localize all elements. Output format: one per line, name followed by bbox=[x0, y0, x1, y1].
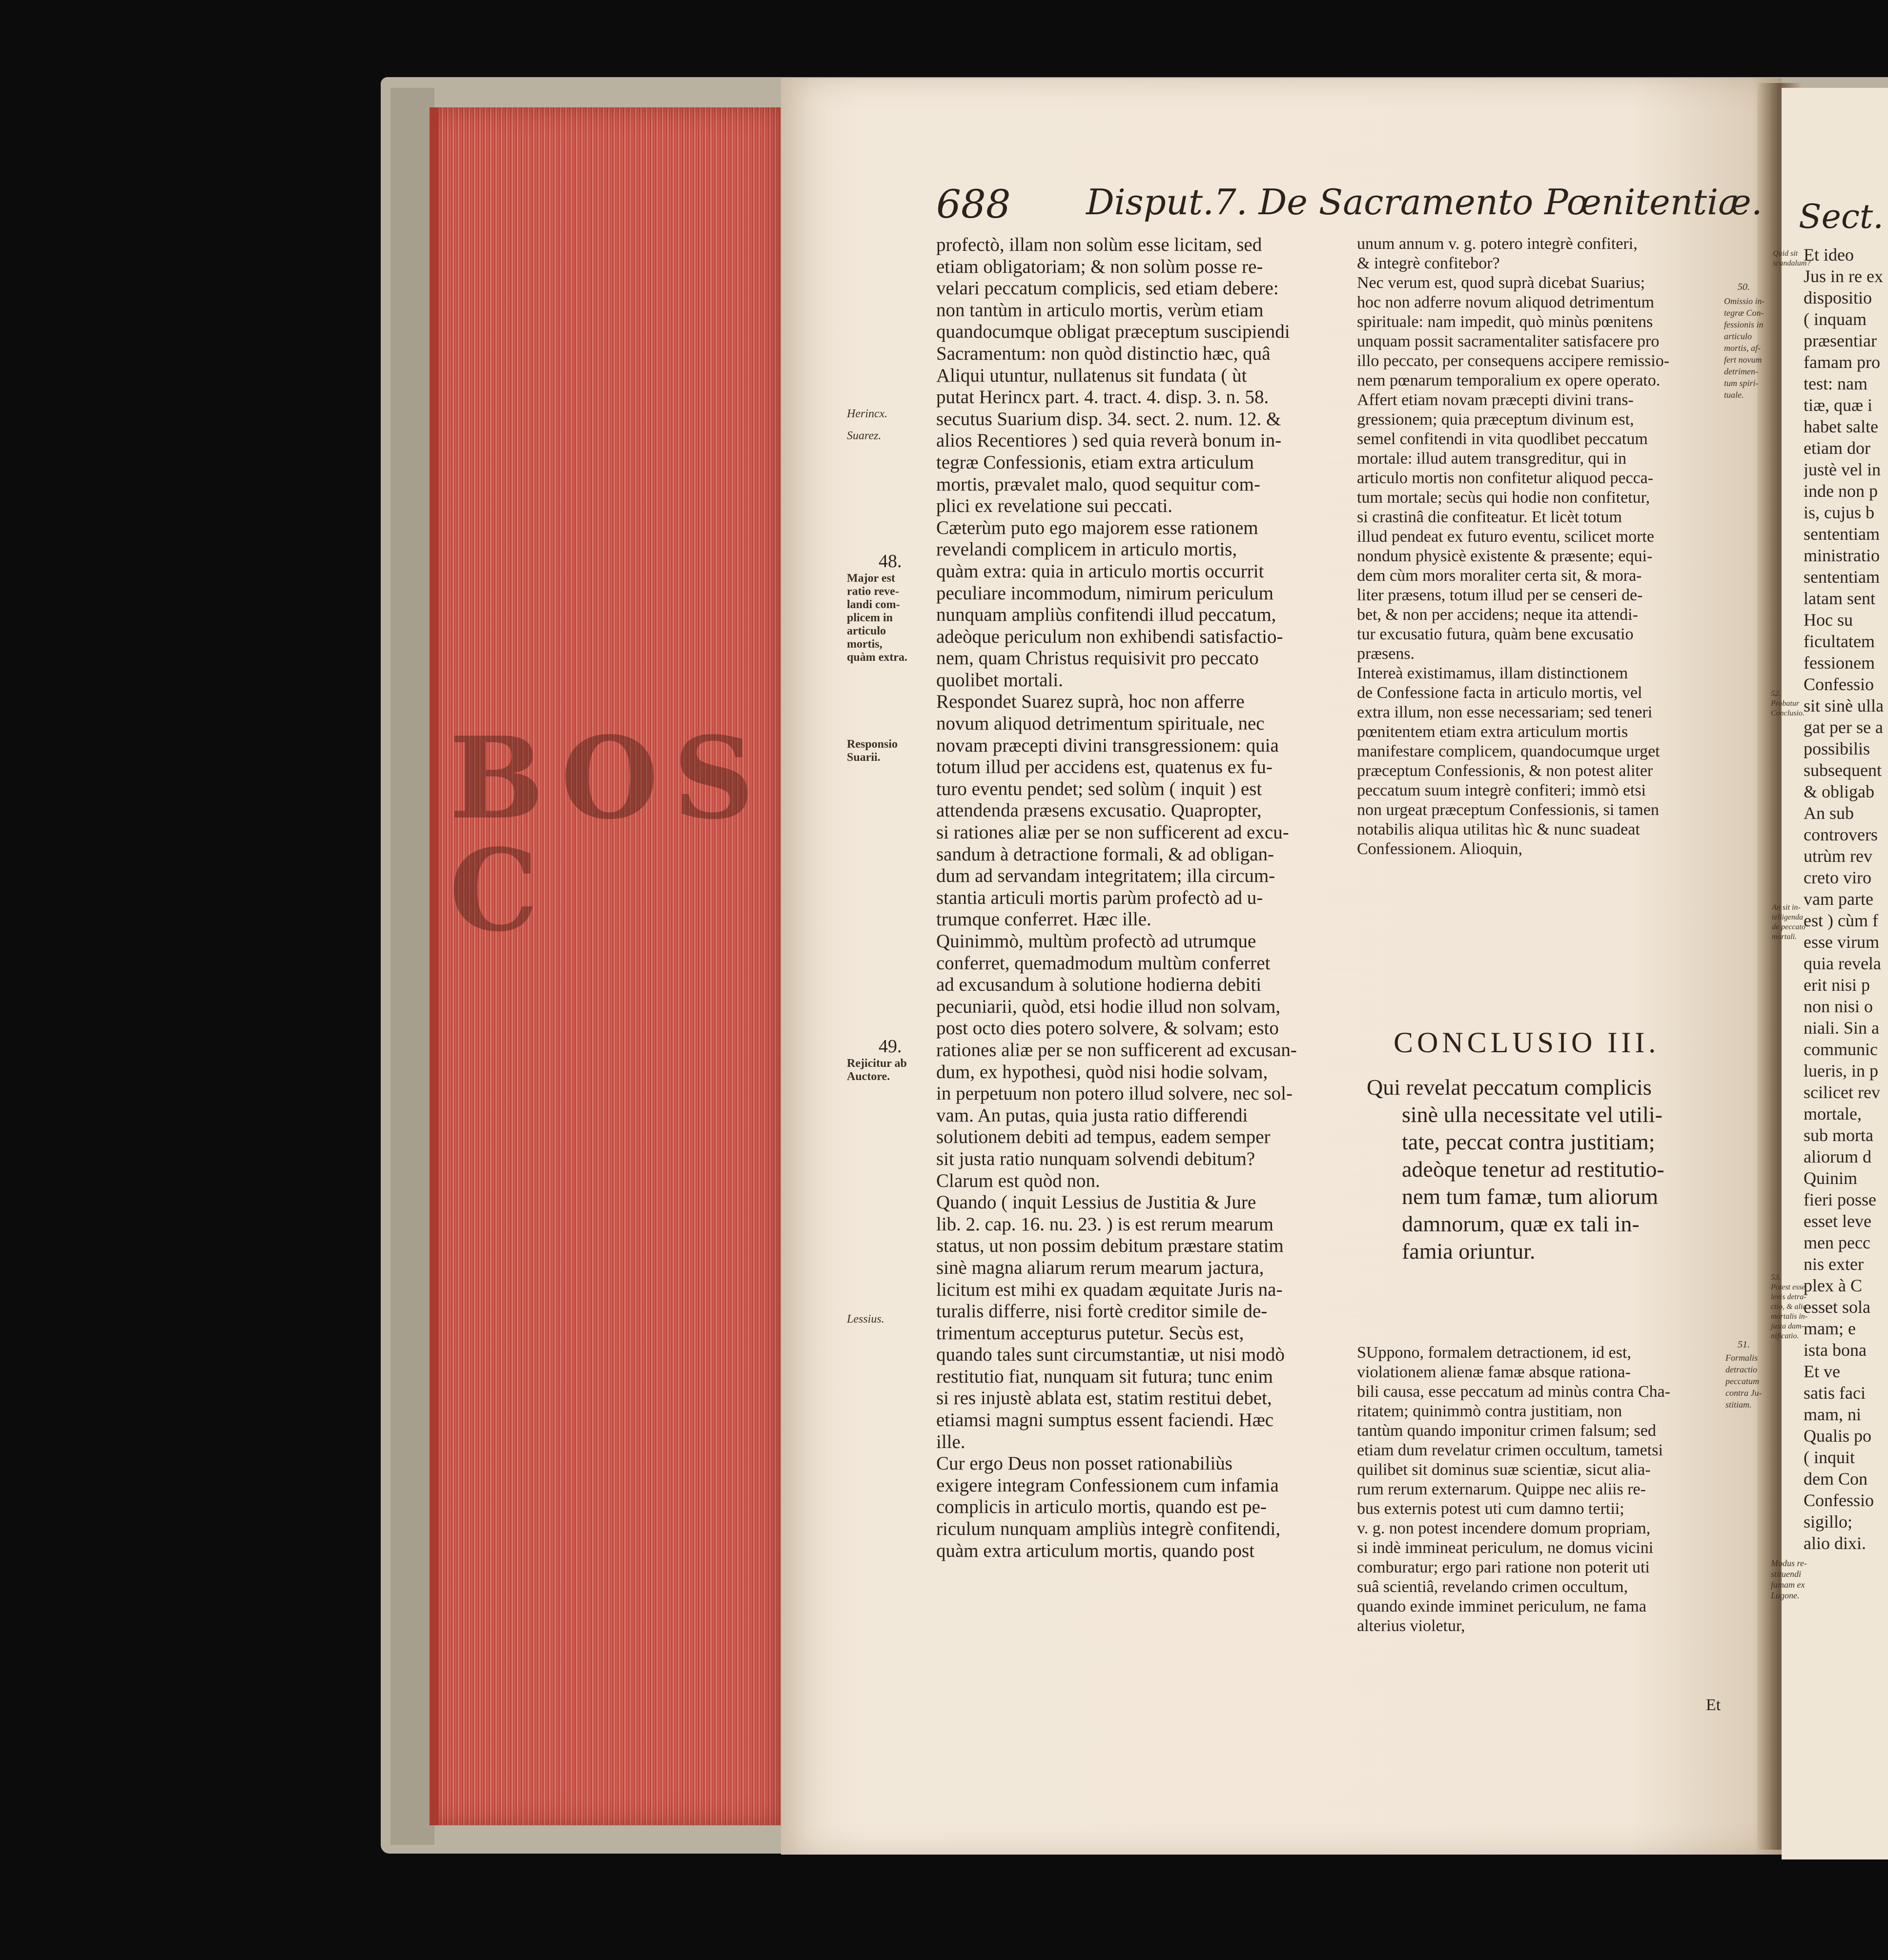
margin-note-line: mortis, af- bbox=[1724, 343, 1761, 353]
text-line: trimentum accepturus putetur. Secùs est, bbox=[936, 1322, 1244, 1344]
margin-note-line: quàm extra. bbox=[847, 651, 907, 664]
text-line: spirituale: nam impedit, quò minùs pœnitens bbox=[1357, 313, 1653, 331]
margin-note-line: detractio bbox=[1725, 1365, 1757, 1374]
text-line: communic bbox=[1804, 1040, 1878, 1059]
text-line: scilicet rev bbox=[1804, 1082, 1880, 1102]
margin-note-line: nificatio. bbox=[1771, 1332, 1799, 1340]
margin-note-line: 52. bbox=[1771, 690, 1781, 698]
conclusio-line: famia oriuntur. bbox=[1402, 1239, 1536, 1264]
text-line: totum illud per accidens est, quatenus ex fu- bbox=[936, 756, 1272, 778]
margin-note-line: ratio reve- bbox=[847, 585, 899, 598]
text-line: sub morta bbox=[1804, 1125, 1873, 1145]
text-line: Hoc su bbox=[1804, 610, 1853, 630]
margin-note-line: Potest esse bbox=[1771, 1283, 1806, 1291]
text-line: unquam possit sacramentaliter satisfacere pro bbox=[1357, 332, 1660, 350]
text-line: præsentiar bbox=[1804, 331, 1877, 350]
margin-note-line: stituendi bbox=[1771, 1569, 1801, 1579]
text-line: Quinim bbox=[1804, 1168, 1858, 1188]
text-line: exigere integram Confessionem cum infamia bbox=[936, 1474, 1279, 1496]
conclusio-line: sinè ulla necessitate vel utili- bbox=[1402, 1102, 1662, 1127]
text-line: tur excusatio futura, quàm bene excusatio bbox=[1357, 625, 1634, 643]
text-line: tiæ, quæ i bbox=[1804, 395, 1873, 415]
text-line: famam pro bbox=[1804, 352, 1880, 372]
text-line: suâ scientiâ, revelando crimen occultum, bbox=[1357, 1578, 1628, 1596]
text-line: Aliqui utuntur, nullatenus sit fundata ( ùt bbox=[936, 365, 1247, 386]
text-line: stantia articuli mortis parùm profectò ad u- bbox=[936, 887, 1263, 908]
text-line: præsens. bbox=[1357, 645, 1415, 663]
right-page-column bbox=[1804, 244, 1888, 1554]
red-page-edges bbox=[430, 107, 795, 1825]
text-line: quando tales sunt circumstantiæ, ut nisi modò bbox=[936, 1344, 1285, 1366]
text-line: esse virum bbox=[1804, 932, 1879, 952]
text-line: pecuniarii, quòd, etsi hodie illud non solvam, bbox=[936, 996, 1281, 1017]
text-line: attendenda præsens excusatio. Quapropter, bbox=[936, 800, 1262, 821]
text-line: fieri posse bbox=[1804, 1190, 1876, 1209]
conclusio-line: adeòque tenetur ad restitutio- bbox=[1402, 1157, 1664, 1182]
text-line: is, cujus b bbox=[1804, 503, 1875, 522]
margin-note-line: ctio, & alia bbox=[1771, 1303, 1807, 1311]
margin-note-line: Omissio in- bbox=[1724, 296, 1765, 306]
text-line: restitutio fiat, nunquam sit futura; tunc enim bbox=[936, 1366, 1273, 1387]
right-margin-note-top bbox=[1773, 249, 1810, 268]
text-line: riculum nunquam ampliùs integrè confitendi, bbox=[936, 1518, 1281, 1540]
margin-note-line: stitiam. bbox=[1725, 1400, 1752, 1409]
text-line: Nec verum est, quod suprà dicebat Suarius; bbox=[1357, 274, 1645, 292]
text-line: erit nisi p bbox=[1804, 975, 1870, 995]
text-line: dem cùm mors moraliter certa sit, & mora- bbox=[1357, 567, 1642, 585]
text-line: gat per se a bbox=[1804, 717, 1883, 737]
text-line: subsequent bbox=[1804, 760, 1882, 780]
margin-note-line: Probatur bbox=[1771, 699, 1800, 708]
text-line: nem pœnarum temporalium ex opere operato. bbox=[1357, 371, 1661, 389]
margin-note-line: mortalis in- bbox=[1771, 1312, 1808, 1321]
text-line: sit sinè ulla bbox=[1804, 696, 1884, 715]
text-line: Confessio bbox=[1804, 674, 1874, 694]
text-line: semel confitendi in vita quodlibet peccatum bbox=[1357, 430, 1648, 448]
edge-stamp: BOS C bbox=[449, 713, 769, 957]
text-line: est ) cùm f bbox=[1804, 911, 1878, 930]
text-line: inde non p bbox=[1804, 481, 1878, 501]
text-line: mortis, prævalet malo, quod sequitur com- bbox=[936, 473, 1260, 495]
text-line: turo eventu pendet; sed solùm ( inquit ) est bbox=[936, 778, 1262, 799]
text-line: rum rerum externarum. Quippe nec aliis re- bbox=[1357, 1480, 1646, 1498]
text-line: An sub bbox=[1804, 803, 1854, 823]
text-line: ista bona bbox=[1804, 1340, 1867, 1360]
margin-note-suarez: Suarez. bbox=[847, 429, 882, 442]
text-line: Respondet Suarez suprà, hoc non afferre bbox=[936, 691, 1245, 713]
text-line: velari peccatum complicis, sed etiam debere: bbox=[936, 278, 1279, 299]
text-line: aliorum d bbox=[1804, 1147, 1871, 1166]
running-title: Disput.7. De Sacramento Pœnitentiæ. bbox=[1086, 182, 1763, 223]
text-line: nunquam ampliùs confitendi illud peccatum, bbox=[936, 604, 1276, 626]
margin-note-responsio bbox=[847, 738, 898, 764]
margin-note-line: Auctore. bbox=[847, 1070, 890, 1083]
text-line: sinè magna aliarum rerum mearum jactura, bbox=[936, 1257, 1264, 1278]
text-line: novam præcepti divini transgressionem: quia bbox=[936, 735, 1279, 756]
text-line: Confessionem. Alioquin, bbox=[1357, 840, 1523, 858]
text-line: articulo mortis non confitetur aliquod pecca- bbox=[1357, 469, 1654, 487]
margin-note-48 bbox=[847, 572, 907, 664]
text-line: status, ut non possim debitum præstare statim bbox=[936, 1235, 1284, 1257]
margin-note-51 bbox=[1725, 1352, 1762, 1410]
text-line: non urgeat præceptum Confessionis, si tamen bbox=[1357, 801, 1659, 819]
text-line: pœnitentem etiam extra articulum mortis bbox=[1357, 723, 1628, 741]
text-line: complicis in articulo mortis, quando est pe- bbox=[936, 1496, 1267, 1518]
text-line: gressionem; quia præceptum divinum est, bbox=[1357, 410, 1634, 429]
text-line: in perpetuum non potero illud solvere, nec sol- bbox=[936, 1083, 1293, 1104]
text-line: mam, ni bbox=[1804, 1405, 1861, 1424]
margin-note-line: Responsio bbox=[847, 738, 898, 751]
margin-note-line: justa dam- bbox=[1771, 1322, 1804, 1330]
margin-note-line: famam ex bbox=[1771, 1580, 1805, 1590]
text-line: tantùm quando imponitur crimen falsum; sed bbox=[1357, 1422, 1656, 1440]
margin-note-line: tegræ Con- bbox=[1724, 308, 1764, 318]
margin-note-line: tum spiri- bbox=[1724, 378, 1759, 388]
text-line: quia revela bbox=[1804, 954, 1881, 973]
text-line: ritatem; quinimmò contra justitiam, non bbox=[1357, 1402, 1622, 1420]
text-line: peculiare incommodum, nimirum periculum bbox=[936, 582, 1273, 604]
text-line: præceptum Confessionis, & non potest aliter bbox=[1357, 762, 1653, 780]
margin-note-line: Quid sit bbox=[1773, 249, 1798, 258]
text-line: quolibet mortali. bbox=[936, 669, 1063, 691]
text-line: nis exter bbox=[1804, 1254, 1864, 1274]
margin-note-line: mortali. bbox=[1772, 933, 1797, 941]
margin-note-line: landi com- bbox=[847, 598, 900, 611]
text-line: si indè immineat periculum, ne domus vicini bbox=[1357, 1539, 1654, 1557]
text-line: Quinimmò, multùm profectò ad utrumque bbox=[936, 931, 1256, 952]
text-line: notabilis aliqua utilitas hìc & nunc suadeat bbox=[1357, 820, 1640, 838]
text-line: sandum à detractione formali, & ad obligan- bbox=[936, 843, 1274, 865]
text-line: Qualis po bbox=[1804, 1426, 1871, 1446]
margin-note-line: plicem in bbox=[847, 612, 893, 624]
text-line: satis faci bbox=[1804, 1383, 1866, 1403]
text-line: solutionem debiti ad tempus, eadem semper bbox=[936, 1126, 1271, 1148]
margin-note-line: Formalis bbox=[1725, 1353, 1758, 1363]
text-line: v. g. non potest incendere domum propriam, bbox=[1357, 1519, 1651, 1537]
text-line: lib. 2. cap. 16. nu. 23. ) is est rerum mearum bbox=[936, 1213, 1274, 1235]
conclusio-line: nem tum famæ, tum aliorum bbox=[1402, 1184, 1659, 1209]
catchword: Et bbox=[1706, 1696, 1721, 1714]
text-line: SUppono, formalem detractionem, id est, bbox=[1357, 1344, 1631, 1362]
paragraph-number-51: 51. bbox=[1738, 1339, 1750, 1350]
text-line: quando exinde imminet periculum, ne fama bbox=[1357, 1597, 1646, 1615]
text-line: possibilis bbox=[1804, 739, 1870, 758]
text-line: & obligab bbox=[1804, 782, 1874, 801]
margin-note-line: fert novum bbox=[1724, 355, 1762, 365]
right-margin-note-52 bbox=[1771, 689, 1805, 718]
text-line: ille. bbox=[936, 1431, 965, 1452]
text-line: profectò, illam non solùm esse licitam, sed bbox=[936, 234, 1262, 255]
text-line: mam; e bbox=[1804, 1319, 1856, 1338]
text-line: Confessio bbox=[1804, 1490, 1874, 1510]
text-line: ministratio bbox=[1804, 546, 1880, 565]
text-line: sententiam bbox=[1804, 524, 1880, 544]
text-line: quilibet sit dominus suæ scientiæ, sicut alia- bbox=[1357, 1461, 1651, 1479]
text-line: Sacramentum: non quòd distinctio hæc, quâ bbox=[936, 343, 1271, 364]
text-line: ficultatem bbox=[1804, 632, 1875, 651]
text-line: controvers bbox=[1804, 825, 1878, 844]
right-page-head: Sect. bbox=[1799, 198, 1884, 236]
text-line: nem, quam Christus requisivit pro peccato bbox=[936, 648, 1259, 669]
margin-note-line: detrimen- bbox=[1724, 367, 1758, 376]
text-line: quàm extra: quia in articulo mortis occurrit bbox=[936, 560, 1264, 582]
margin-note-lessius: Lessius. bbox=[847, 1313, 884, 1326]
text-line: men pecc bbox=[1804, 1233, 1870, 1252]
text-line: nondum physicè existente & præsente; equi- bbox=[1357, 547, 1653, 565]
text-line: extra illum, non esse necessariam; sed teneri bbox=[1357, 703, 1653, 721]
right-text-column-top bbox=[1357, 234, 1752, 859]
text-line: bus externis potest uti cum damno tertii; bbox=[1357, 1500, 1624, 1518]
text-line: esset leve bbox=[1804, 1211, 1871, 1231]
text-line: justè vel in bbox=[1804, 460, 1881, 479]
text-line: dum ad servandam integritatem; illa circum- bbox=[936, 865, 1275, 887]
text-line: utrùm rev bbox=[1804, 846, 1872, 866]
text-line: fessionem bbox=[1804, 653, 1875, 673]
text-line: plici ex revelatione sui peccati. bbox=[936, 495, 1173, 517]
text-line: bet, & non per accidens; neque ita attendi- bbox=[1357, 606, 1638, 624]
text-line: Quando ( inquit Lessius de Justitia & Jure bbox=[936, 1192, 1256, 1213]
text-line: si rationes aliæ per se non sufficerent ad excu- bbox=[936, 822, 1289, 843]
text-line: illud pendeat ex futuro eventu, scilicet morte bbox=[1357, 528, 1654, 546]
text-line: Et ve bbox=[1804, 1362, 1840, 1381]
cover-board bbox=[390, 88, 434, 1845]
margin-note-line: Rejicitur ab bbox=[847, 1057, 907, 1070]
text-line: vam. An putas, quia justa ratio differendi bbox=[936, 1104, 1248, 1126]
right-margin-note-53 bbox=[1771, 1273, 1807, 1341]
text-line: si crastinâ die confiteatur. Et licèt totum bbox=[1357, 508, 1622, 526]
margin-note-line: An sit in- bbox=[1772, 903, 1801, 912]
paragraph-number-49: 49. bbox=[879, 1036, 902, 1057]
margin-note-line: contra Ju- bbox=[1725, 1388, 1762, 1398]
text-line: Cæterùm puto ego majorem esse rationem bbox=[936, 517, 1258, 538]
text-line: rationes aliæ per se non sufficerent ad excusan- bbox=[936, 1039, 1297, 1061]
text-line: adeòque periculum non exhibendi satisfactio- bbox=[936, 626, 1283, 647]
text-line: tum mortale; secùs qui hodie non confitetur, bbox=[1357, 489, 1650, 507]
text-line: Jus in re ex bbox=[1804, 266, 1883, 286]
text-line: quandocumque obligat præceptum suscipiendi bbox=[936, 321, 1290, 343]
text-line: etiamsi magni sumptus essent faciendi. Hæc bbox=[936, 1409, 1274, 1431]
text-line: alios Recentiores ) sed quia reverà bonum in- bbox=[936, 430, 1282, 451]
text-line: alio dixi. bbox=[1804, 1533, 1866, 1553]
text-line: Et ideo bbox=[1804, 245, 1854, 265]
margin-note-line: Major est bbox=[847, 572, 895, 585]
text-line: de Confessione facta in articulo mortis, vel bbox=[1357, 684, 1642, 702]
text-line: liter præsens, totum illud per se censeri de- bbox=[1357, 586, 1643, 604]
text-line: secutus Suarium disp. 34. sect. 2. num. 12. & bbox=[936, 408, 1281, 429]
text-line: licitum est mihi ex quadam æquitate Juris na- bbox=[936, 1279, 1283, 1300]
conclusio-line: damnorum, quæ ex tali in- bbox=[1402, 1211, 1640, 1236]
margin-note-line: tuale. bbox=[1724, 390, 1744, 400]
text-line: sit justa ratio nunquam solvendi debitum? bbox=[936, 1148, 1255, 1169]
text-line: Cur ergo Deus non posset rationabiliùs bbox=[936, 1453, 1232, 1474]
margin-note-line: Modus re- bbox=[1771, 1558, 1807, 1568]
conclusio-line: Qui revelat peccatum complicis bbox=[1367, 1075, 1652, 1100]
text-line: niali. Sin a bbox=[1804, 1018, 1879, 1038]
text-line: si res injustè ablata est, statim restitui debet, bbox=[936, 1388, 1272, 1409]
text-line: Clarum est quòd non. bbox=[936, 1170, 1100, 1191]
text-line: violationem alienæ famæ absque rationa- bbox=[1357, 1363, 1631, 1381]
text-line: peccatum suum integrè confiteri; immò etsi bbox=[1357, 781, 1646, 799]
margin-note-line: 53. bbox=[1771, 1273, 1781, 1282]
text-line: esset sola bbox=[1804, 1297, 1870, 1317]
margin-note-line: Lugone. bbox=[1771, 1591, 1800, 1600]
text-line: illo peccato, per consequens accipere remissio- bbox=[1357, 352, 1670, 370]
conclusio-line: tate, peccat contra justitiam; bbox=[1402, 1129, 1655, 1154]
text-line: turalis differre, nisi fortè creditor simile de- bbox=[936, 1301, 1268, 1322]
paragraph-number-50: 50. bbox=[1738, 282, 1750, 292]
margin-note-line: de peccato bbox=[1772, 923, 1806, 931]
text-line: putat Herincx part. 4. tract. 4. disp. 3. n. 58. bbox=[936, 387, 1269, 408]
right-margin-note-mid bbox=[1772, 903, 1806, 942]
margin-note-line: fessionis in bbox=[1724, 320, 1764, 329]
text-line: Affert etiam novam præcepti divini trans- bbox=[1357, 391, 1634, 409]
text-line: manifestare complicem, quandocumque urget bbox=[1357, 742, 1660, 760]
text-line: test: nam bbox=[1804, 374, 1867, 393]
text-line: & integrè confitebor? bbox=[1357, 254, 1500, 272]
right-text-column-bottom bbox=[1357, 1343, 1752, 1636]
margin-note-line: articulo bbox=[847, 625, 886, 637]
margin-note-line: mortis, bbox=[847, 638, 882, 651]
text-line: hoc non adferre novum aliquod detrimentum bbox=[1357, 293, 1654, 311]
text-line: unum annum v. g. potero integrè confiteri, bbox=[1357, 235, 1638, 253]
text-line: habet salte bbox=[1804, 417, 1878, 436]
text-line: trumque conferret. Hæc ille. bbox=[936, 909, 1151, 930]
text-line: ( inquam bbox=[1804, 309, 1867, 329]
margin-note-line: telligenda bbox=[1772, 913, 1803, 921]
text-line: sententiam bbox=[1804, 567, 1880, 587]
margin-note-line: scandalum? bbox=[1773, 259, 1811, 267]
text-line: vam parte bbox=[1804, 889, 1873, 909]
text-line: etiam dum revelatur crimen occultum, tametsi bbox=[1357, 1441, 1663, 1459]
paragraph-number-48: 48. bbox=[879, 551, 902, 572]
margin-note-herincx: Herincx. bbox=[847, 408, 888, 420]
text-line: conferret, quemadmodum multùm conferret bbox=[936, 952, 1271, 974]
text-line: ad excusandum à solutione hodierna debiti bbox=[936, 974, 1262, 996]
text-line: dum, ex hypothesi, quòd nisi hodie solvam, bbox=[936, 1061, 1268, 1082]
text-line: mortale, bbox=[1804, 1104, 1862, 1123]
margin-note-line: articulo bbox=[1724, 331, 1752, 341]
margin-note-line: levis detra- bbox=[1771, 1293, 1806, 1301]
text-line: comburatur; ergo pari ratione non poterit uti bbox=[1357, 1558, 1650, 1576]
margin-note-50 bbox=[1724, 295, 1765, 401]
margin-note-line: Suarii. bbox=[847, 751, 881, 764]
text-line: non tantùm in articulo mortis, verùm etiam bbox=[936, 299, 1264, 321]
text-line: etiam obligatoriam; & non solùm posse re- bbox=[936, 256, 1263, 277]
text-line: lueris, in p bbox=[1804, 1061, 1878, 1081]
text-line: tegræ Confessionis, etiam extra articulum bbox=[936, 451, 1254, 473]
text-line: revelandi complicem in articulo mortis, bbox=[936, 539, 1237, 560]
margin-note-49 bbox=[847, 1057, 907, 1083]
text-line: dem Con bbox=[1804, 1469, 1867, 1489]
text-line: latam sent bbox=[1804, 589, 1875, 608]
text-line: etiam dor bbox=[1804, 438, 1870, 458]
conclusio-statement bbox=[1367, 1074, 1757, 1265]
text-line: sigillo; bbox=[1804, 1512, 1853, 1531]
text-line: mortale: illud autem transgreditur, qui in bbox=[1357, 449, 1626, 468]
left-text-column bbox=[936, 234, 1344, 1562]
margin-note-line: Conclusio. bbox=[1771, 709, 1805, 717]
text-line: non nisi o bbox=[1804, 997, 1873, 1016]
text-line: post octo dies potero solvere, & solvam; esto bbox=[936, 1018, 1279, 1039]
text-line: ( inquit bbox=[1804, 1448, 1855, 1467]
page-number: 688 bbox=[936, 182, 1011, 227]
right-margin-note-modus bbox=[1771, 1558, 1807, 1601]
text-line: plex à C bbox=[1804, 1276, 1862, 1295]
text-line: novum aliquod detrimentum spirituale, nec bbox=[936, 713, 1265, 735]
margin-note-line: peccatum bbox=[1725, 1376, 1759, 1386]
conclusio-heading: CONCLUSIO III. bbox=[1394, 1026, 1660, 1059]
text-line: Intereà existimamus, illam distinctionem bbox=[1357, 664, 1628, 682]
text-line: dispositio bbox=[1804, 288, 1872, 307]
text-line: bili causa, esse peccatum ad minùs contra Cha- bbox=[1357, 1383, 1670, 1401]
text-line: alterius violetur, bbox=[1357, 1617, 1465, 1635]
text-line: quàm extra articulum mortis, quando post bbox=[936, 1540, 1255, 1561]
text-line: creto viro bbox=[1804, 868, 1871, 887]
